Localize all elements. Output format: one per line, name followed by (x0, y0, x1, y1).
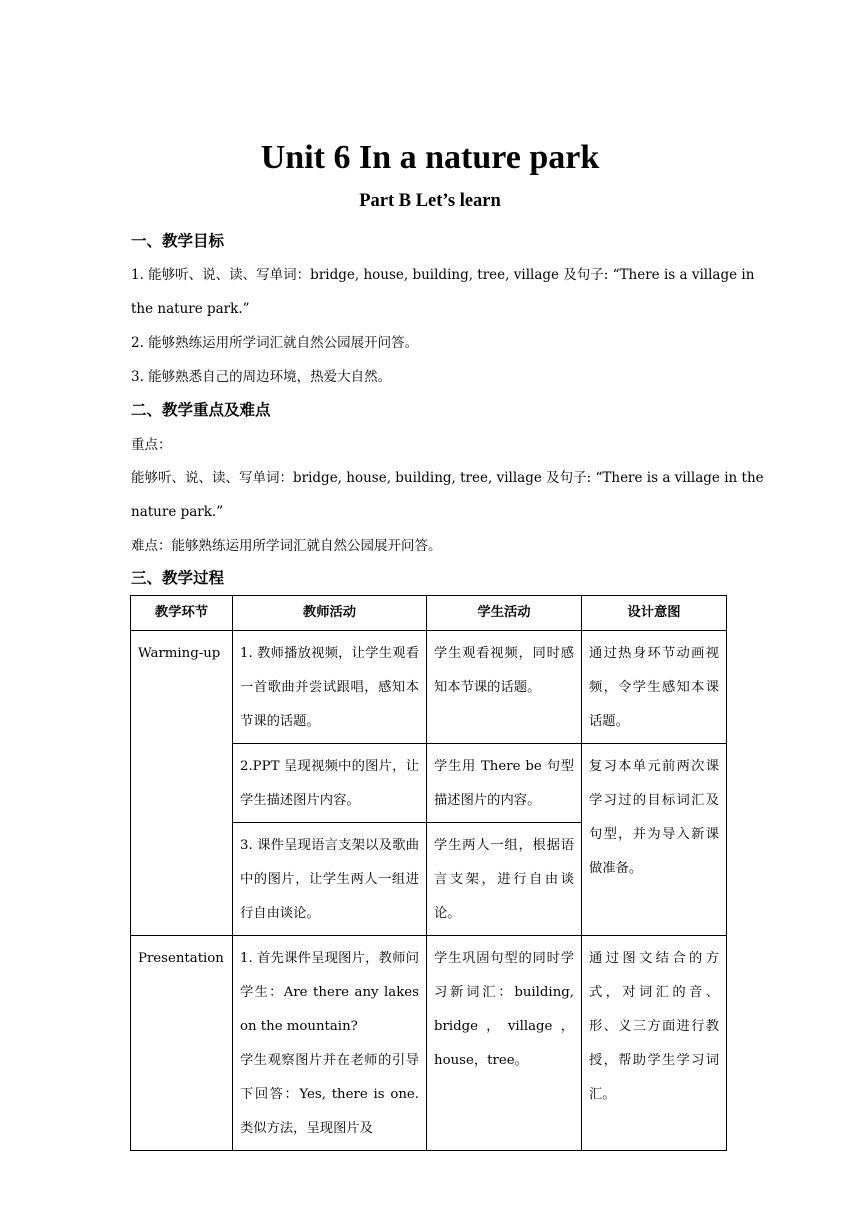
section-heading-key-points: 二、教学重点及难点 (131, 401, 271, 419)
table-row (131, 631, 727, 744)
presentation-student: 学生巩固句型的同时学习新词汇：building, bridge，village，house，tree。 (427, 936, 582, 1151)
header-teacher-activity: 教师活动 (233, 596, 427, 631)
warmup-student-3: 学生两人一组，根据语言支架，进行自由谈论。 (427, 823, 582, 936)
document-title: Unit 6 In a nature park (260, 139, 600, 176)
objective-2: 2. 能够熟练运用所学词汇就自然公园展开问答。 (131, 335, 419, 351)
presentation-intent: 通过图文结合的方式，对词汇的音、形、义三方面进行教授，帮助学生学习词汇。 (582, 936, 727, 1151)
table-header-row (131, 596, 727, 631)
phase-presentation: Presentation (131, 936, 233, 1151)
warmup-teacher-1: 1. 教师播放视频，让学生观看一首歌曲并尝试跟唱，感知本节课的话题。 (233, 631, 427, 744)
procedure-table (130, 595, 727, 1151)
presentation-teacher-part-2: 学生观察图片并在老师的引导下回答：Yes, there is one.类似方法，呈现图片及 (240, 1053, 419, 1136)
warmup-teacher-2: 2.PPT 呈现视频中的图片，让学生描述图片内容。 (233, 744, 427, 823)
warmup-intent-2: 复习本单元前两次课学习过的目标词汇及句型，并为导入新课做准备。 (582, 744, 727, 936)
phase-warming-up: Warming-up (131, 631, 233, 936)
warmup-student-1: 学生观看视频，同时感知本节课的话题。 (427, 631, 582, 744)
key-points-line-1: 能够听、说、读、写单词：bridge, house, building, tree, village 及句子: “There is a village in the (131, 470, 764, 486)
objective-1-line-2: the nature park.” (131, 301, 250, 317)
table-row (131, 936, 727, 1151)
document-subtitle: Part B Let’s learn (359, 191, 501, 211)
warmup-teacher-3: 3. 课件呈现语言支架以及歌曲中的图片，让学生两人一组进行自由谈论。 (233, 823, 427, 936)
section-heading-procedure: 三、教学过程 (131, 569, 225, 587)
header-design-intent: 设计意图 (582, 596, 727, 631)
key-points-line-2: nature park.” (131, 504, 224, 520)
header-phase: 教学环节 (131, 596, 233, 631)
warmup-student-2: 学生用 There be 句型描述图片的内容。 (427, 744, 582, 823)
objective-1-line-1: 1. 能够听、说、读、写单词：bridge, house, building, tree, village 及句子: “There is a village in (131, 267, 755, 283)
presentation-teacher (233, 936, 427, 1151)
difficult-points: 难点：能够熟练运用所学词汇就自然公园展开问答。 (131, 538, 442, 554)
presentation-teacher-part-1: 1. 首先课件呈现图片，教师问学生：Are there any lakes on the mountain? (240, 951, 419, 1034)
section-heading-objectives: 一、教学目标 (131, 232, 225, 250)
key-points-label: 重点： (131, 437, 172, 453)
warmup-intent-1: 通过热身环节动画视频，令学生感知本课话题。 (582, 631, 727, 744)
header-student-activity: 学生活动 (427, 596, 582, 631)
objective-3: 3. 能够熟悉自己的周边环境，热爱大自然。 (131, 369, 392, 385)
